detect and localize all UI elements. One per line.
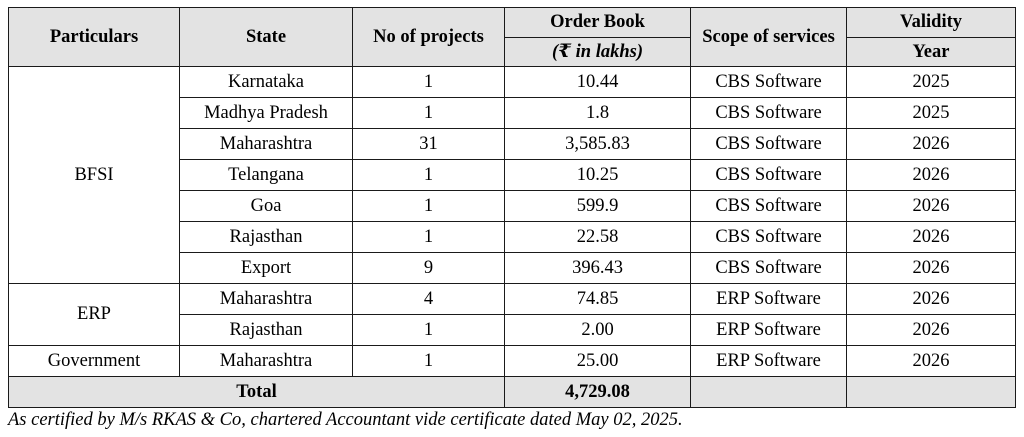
cell-state: Export bbox=[180, 253, 353, 284]
cell-state: Karnataka bbox=[180, 67, 353, 98]
cell-projects: 1 bbox=[353, 346, 505, 377]
cell-year: 2026 bbox=[847, 315, 1016, 346]
cell-year: 2026 bbox=[847, 160, 1016, 191]
cell-state: Goa bbox=[180, 191, 353, 222]
cell-year: 2026 bbox=[847, 346, 1016, 377]
cell-state: Maharashtra bbox=[180, 284, 353, 315]
cell-year: 2026 bbox=[847, 253, 1016, 284]
certification-footnote: As certified by M/s RKAS & Co, chartered Accountant vide certificate dated May 02, 2025. bbox=[8, 410, 683, 430]
group-government: Government bbox=[9, 346, 180, 377]
cell-projects: 1 bbox=[353, 191, 505, 222]
cell-order-value: 599.9 bbox=[505, 191, 691, 222]
cell-state: Maharashtra bbox=[180, 346, 353, 377]
group-erp: ERP bbox=[9, 284, 180, 346]
header-order-book-unit: (₹ in lakhs) bbox=[505, 38, 691, 67]
cell-order-value: 2.00 bbox=[505, 315, 691, 346]
header-particulars: Particulars bbox=[9, 8, 180, 67]
cell-scope: CBS Software bbox=[691, 191, 847, 222]
header-validity-year: Year bbox=[847, 38, 1016, 67]
cell-year: 2025 bbox=[847, 67, 1016, 98]
table-row bbox=[9, 284, 1016, 315]
group-bfsi: BFSI bbox=[9, 67, 180, 284]
cell-projects: 1 bbox=[353, 67, 505, 98]
cell-projects: 1 bbox=[353, 315, 505, 346]
total-value: 4,729.08 bbox=[505, 377, 691, 408]
cell-projects: 4 bbox=[353, 284, 505, 315]
cell-order-value: 10.44 bbox=[505, 67, 691, 98]
cell-scope: CBS Software bbox=[691, 67, 847, 98]
cell-projects: 9 bbox=[353, 253, 505, 284]
header-no-of-projects: No of projects bbox=[353, 8, 505, 67]
header-order-book: Order Book bbox=[505, 8, 691, 38]
cell-scope: CBS Software bbox=[691, 160, 847, 191]
cell-scope: CBS Software bbox=[691, 129, 847, 160]
cell-order-value: 3,585.83 bbox=[505, 129, 691, 160]
cell-projects: 31 bbox=[353, 129, 505, 160]
table-row bbox=[9, 67, 1016, 98]
cell-order-value: 22.58 bbox=[505, 222, 691, 253]
cell-state: Maharashtra bbox=[180, 129, 353, 160]
cell-scope: ERP Software bbox=[691, 346, 847, 377]
cell-order-value: 25.00 bbox=[505, 346, 691, 377]
cell-projects: 1 bbox=[353, 222, 505, 253]
cell-scope: CBS Software bbox=[691, 253, 847, 284]
cell-scope: ERP Software bbox=[691, 315, 847, 346]
cell-projects: 1 bbox=[353, 98, 505, 129]
cell-state: Madhya Pradesh bbox=[180, 98, 353, 129]
total-row bbox=[9, 377, 1016, 408]
total-empty-year bbox=[847, 377, 1016, 408]
cell-year: 2026 bbox=[847, 284, 1016, 315]
cell-projects: 1 bbox=[353, 160, 505, 191]
total-label: Total bbox=[9, 377, 505, 408]
cell-year: 2026 bbox=[847, 129, 1016, 160]
header-state: State bbox=[180, 8, 353, 67]
cell-year: 2025 bbox=[847, 98, 1016, 129]
cell-year: 2026 bbox=[847, 191, 1016, 222]
cell-order-value: 10.25 bbox=[505, 160, 691, 191]
cell-state: Rajasthan bbox=[180, 315, 353, 346]
cell-year: 2026 bbox=[847, 222, 1016, 253]
cell-scope: CBS Software bbox=[691, 222, 847, 253]
table-row bbox=[9, 346, 1016, 377]
total-empty-scope bbox=[691, 377, 847, 408]
cell-scope: ERP Software bbox=[691, 284, 847, 315]
header-scope-of-services: Scope of services bbox=[691, 8, 847, 67]
cell-order-value: 396.43 bbox=[505, 253, 691, 284]
cell-order-value: 1.8 bbox=[505, 98, 691, 129]
cell-scope: CBS Software bbox=[691, 98, 847, 129]
cell-order-value: 74.85 bbox=[505, 284, 691, 315]
cell-state: Rajasthan bbox=[180, 222, 353, 253]
header-validity: Validity bbox=[847, 8, 1016, 38]
cell-state: Telangana bbox=[180, 160, 353, 191]
order-book-table bbox=[8, 7, 1016, 408]
